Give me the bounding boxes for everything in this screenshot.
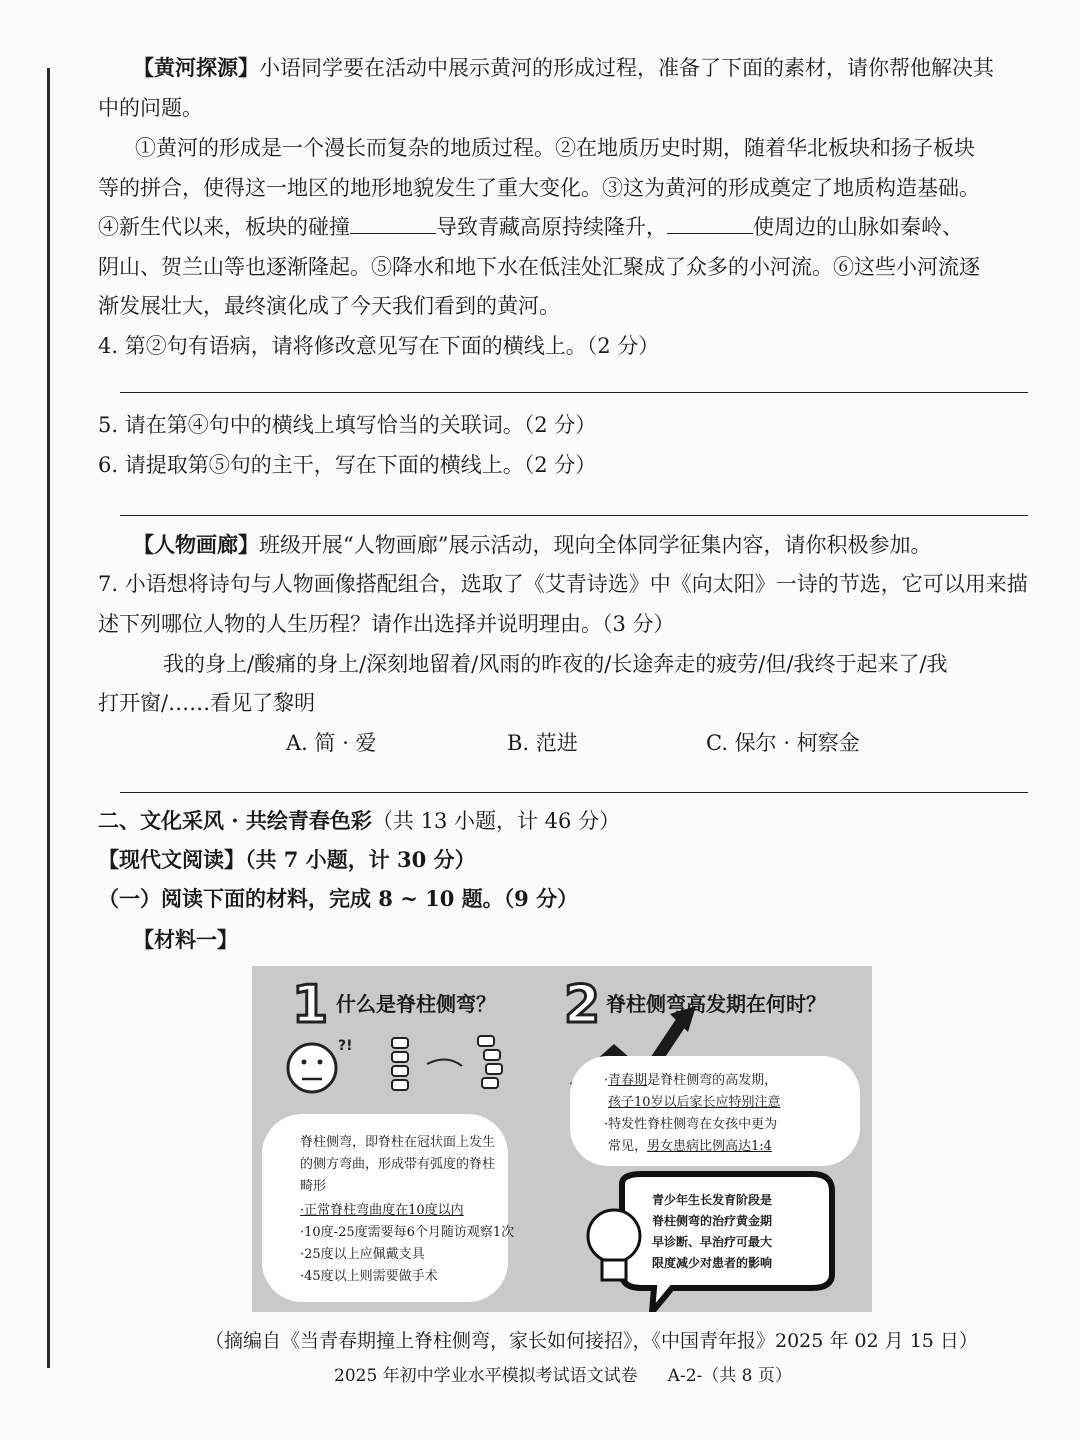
- margin-bar: [47, 68, 50, 1368]
- left-box-line1: 脊柱侧弯，即脊柱在冠状面上发生: [300, 1135, 496, 1150]
- passage-line2: 等的拼合，使得这一地区的地形地貌发生了重大变化。③这为黄河的形成奠定了地质构造基础。: [98, 176, 980, 200]
- gallery-intro: 【人物画廊】班级开展“人物画廊”展示活动，现向全体同学征集内容，请你积极参加。: [133, 532, 932, 557]
- option-b[interactable]: B. 范进: [507, 731, 578, 755]
- blank-2[interactable]: [667, 215, 753, 234]
- curved-spine-icon: [478, 1036, 502, 1088]
- gallery-tag: 【人物画廊】: [133, 532, 259, 557]
- sub-section-1: （一）阅读下面的材料，完成 8 ~ 10 题。（9 分）: [98, 886, 579, 911]
- right-box-line4: 常见，男女患病比例高达1:4: [608, 1139, 772, 1154]
- left-box-line7: ·45度以上则需要做手术: [300, 1269, 438, 1284]
- left-box-line3: 畸形: [300, 1179, 327, 1194]
- left-box-line2: 的侧方弯曲，形成带有弧度的脊柱: [300, 1157, 496, 1172]
- question-6: 6. 请提取第⑤句的主干，写在下面的横线上。（2 分）: [98, 453, 597, 477]
- left-box-line5: ·10度-25度需要每6个月随访观察1次: [300, 1225, 515, 1240]
- answer-line-q7[interactable]: [120, 792, 1028, 793]
- poem-line2: 打开窗/……看见了黎明: [98, 691, 316, 715]
- scoliosis-infographic: [252, 966, 872, 1312]
- confused-face-icon: [288, 1044, 336, 1092]
- question-4: 4. 第②句有语病，请将修改意见写在下面的横线上。（2 分）: [98, 334, 660, 358]
- option-c[interactable]: C. 保尔 · 柯察金: [706, 731, 860, 755]
- bulb-box-line2: 脊柱侧弯的治疗黄金期: [652, 1214, 773, 1228]
- poem-line1: 我的身上/酸痛的身上/深刻地留着/风雨的昨夜的/长途奔走的疲劳/但/我终于起来了/我: [163, 652, 948, 676]
- modern-reading-heading: 【现代文阅读】（共 7 小题，计 30 分）: [98, 847, 476, 872]
- arrow-icon: [427, 1059, 462, 1066]
- right-box-line3: ·特发性脊柱侧弯在女孩中更为: [604, 1117, 778, 1132]
- question-7-line1: 7. 小语想将诗句与人物画像搭配组合，选取了《艾青诗选》中《向太阳》一诗的节选，它可以用来描: [98, 572, 1028, 596]
- left-box-line4: ·正常脊柱弯曲度在10度以内: [300, 1203, 464, 1218]
- source-citation: （摘编自《当青春期撞上脊柱侧弯，家长如何接招》，《中国青年报》2025 年 02 月 15 日）: [205, 1330, 978, 1352]
- yellow-river-intro-line2: 中的问题。: [98, 96, 203, 120]
- normal-spine-icon: [392, 1038, 408, 1090]
- face-mark: ?!: [338, 1038, 353, 1054]
- answer-line-q6[interactable]: [120, 515, 1028, 516]
- right-box-line2: 孩子10岁以后家长应特别注意: [608, 1095, 781, 1110]
- passage-line4: 阴山、贺兰山等也逐渐隆起。⑤降水和地下水在低洼处汇聚成了众多的小河流。⑥这些小河流逐: [98, 255, 980, 279]
- passage-line5: 渐发展壮大，最终演化成了今天我们看到的黄河。: [98, 294, 560, 318]
- material-1-label: 【材料一】: [133, 927, 238, 952]
- left-box-line6: ·25度以上应佩戴支具: [300, 1247, 425, 1262]
- blank-1[interactable]: [350, 215, 436, 234]
- passage-line3: ④新生代以来，板块的碰撞 导致青藏高原持续隆升， 使周边的山脉如秦岭、: [98, 215, 963, 239]
- answer-line-q4[interactable]: [120, 392, 1028, 393]
- question-5: 5. 请在第④句中的横线上填写恰当的关联词。（2 分）: [98, 413, 597, 437]
- bulb-box-line1: 青少年生长发育阶段是: [652, 1193, 773, 1207]
- page-number: A-2-（共 8 页）: [667, 1366, 792, 1386]
- question-7-line2: 述下列哪位人物的人生历程？请作出选择并说明理由。（3 分）: [98, 612, 675, 636]
- infographic-title-1: 什么是脊柱侧弯？: [336, 992, 496, 1016]
- bulb-box-line3: 早诊断、早治疗可最大: [652, 1235, 773, 1249]
- page-footer: [334, 1361, 792, 1386]
- yellow-river-tag: 【黄河探源】: [133, 55, 259, 80]
- exam-title: 2025 年初中学业水平模拟考试语文试卷: [334, 1366, 638, 1386]
- yellow-river-intro-line1: 【黄河探源】小语同学要在活动中展示黄河的形成过程，准备了下面的素材，请你帮他解决其: [133, 55, 994, 80]
- number-two-graphic: 2: [564, 975, 601, 1035]
- option-a[interactable]: A. 简 · 爱: [286, 731, 377, 755]
- infographic-title-2: 脊柱侧弯高发期在何时？: [606, 992, 826, 1016]
- passage-line1: ①黄河的形成是一个漫长而复杂的地质过程。②在地质历史时期，随着华北板块和扬子板块: [135, 136, 975, 160]
- number-one-graphic: 1: [292, 975, 329, 1035]
- right-box-line1: ·青春期是脊柱侧弯的高发期，: [604, 1073, 778, 1088]
- part2-title: 二、文化采风 · 共绘青春色彩（共 13 小题，计 46 分）: [98, 808, 621, 833]
- bulb-box-line4: 限度减少对患者的影响: [652, 1256, 773, 1270]
